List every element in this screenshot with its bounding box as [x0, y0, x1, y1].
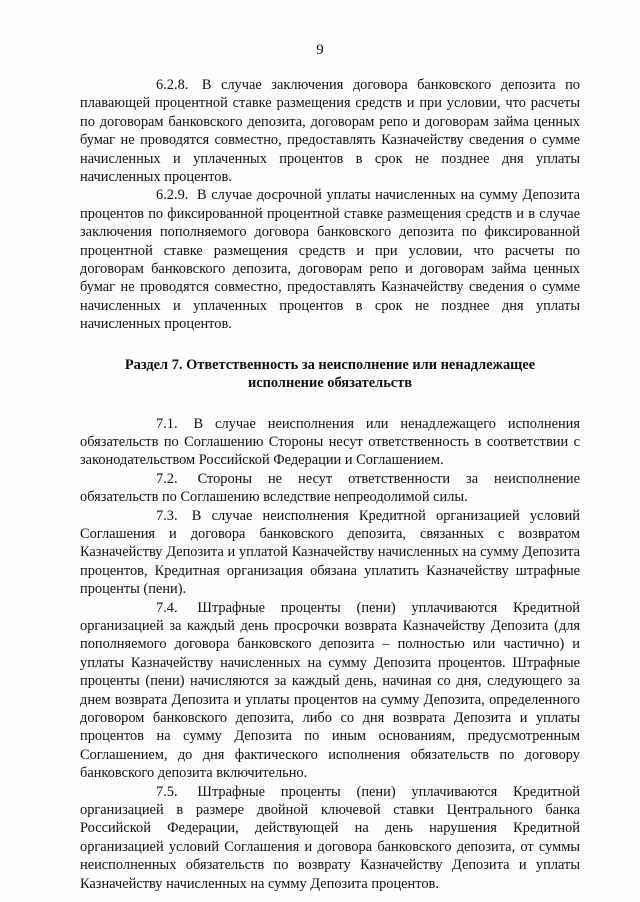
clause-text: В случае неисполнения или ненадлежащего исполнения обязательств по Соглашению Стороны несут ответственность в соответствии с законодательством Российской Федерации и Соглашением. [80, 415, 580, 469]
paragraph-7-1 [80, 415, 580, 470]
clause-number: 6.2.9. [156, 187, 189, 204]
paragraph-6-2-8 [80, 76, 580, 186]
clause-number: 7.1. [156, 415, 178, 432]
clause-text: В случае заключения договора банковского депозита по плавающей процентной ставке размещения средств и при условии, что расчеты по договорам банковского депозита, договорам репо и договорам займа ценных бумаг не проводятся совместно, предоставлять Казначейству сведения о сумме начисленных и уплаченных процентов в срок не позднее дня уплаты начисленных процентов. [80, 77, 580, 186]
section-7-heading: Раздел 7. Ответственность за неисполнение или ненадлежащее исполнение обязательств [124, 356, 536, 392]
clause-number: 7.2. [156, 470, 178, 487]
paragraph-6-2-9 [80, 186, 580, 333]
paragraph-7-2 [80, 470, 580, 507]
clause-text: Стороны не несут ответственности за неисполнение обязательств по Соглашению вследствие непреодолимой силы. [80, 470, 580, 506]
clause-text: Штрафные проценты (пени) уплачиваются Кредитной организацией за каждый день просрочки возврата Казначейству Депозита (для пополняемого договора банковского депозита – полностью или частично) и уплаты Казначейству начисленных на сумму Депозита процентов. Штрафные проценты (пени) начисляются за каждый день, начиная со дня, следующего за днем возврата Депозита и уплаты процентов на сумму Депозита, определенного договором банковского депозита, либо со дня возврата Депозита и уплаты процентов на сумму Депозита по иным основаниям, предусмотренным Соглашением, до дня фактического исполнения обязательств по договору банковского депозита включительно. [80, 599, 580, 782]
paragraph-7-4 [80, 599, 580, 783]
page-number: 9 [316, 42, 324, 58]
paragraph-7-3 [80, 507, 580, 599]
clause-text: В случае неисполнения Кредитной организацией условий Соглашения и договора банковского депозита, связанных с возвратом Казначейству Депозита и уплатой Казначейству начисленных на сумму Депозита процентов, Кредитная организация обязана уплатить Казначейству штрафные проценты (пени). [80, 507, 580, 598]
document-body [80, 76, 580, 893]
clause-number: 6.2.8. [156, 77, 189, 93]
clause-text: В случае досрочной уплаты начисленных на сумму Депозита процентов по фиксированной процентной ставке размещения средств и в случае заключения пополняемого договора банковского депозита по фиксированной процентной ставке размещения средств и при условии, что расчеты по договорам банковского депозита, договорам репо и договорам займа ценных бумаг не проводятся совместно, предоставлять Казначейству сведения о сумме начисленных и уплаченных процентов в срок не позднее дня уплаты начисленных процентов. [80, 187, 580, 333]
clause-number: 7.3. [156, 507, 178, 524]
clause-number: 7.5. [156, 783, 178, 800]
clause-text: Штрафные проценты (пени) уплачиваются Кредитной организацией в размере двойной ключевой ставки Центрального банка Российской Федерации, действующей на день нарушения Кредитной организацией условий Соглашения и договора банковского депозита, от суммы неисполненных обязательств по возврату Казначейству Депозита и уплаты Казначейству начисленных на сумму Депозита процентов. [80, 783, 580, 892]
clause-number: 7.4. [156, 599, 178, 616]
paragraph-7-5 [80, 783, 580, 893]
